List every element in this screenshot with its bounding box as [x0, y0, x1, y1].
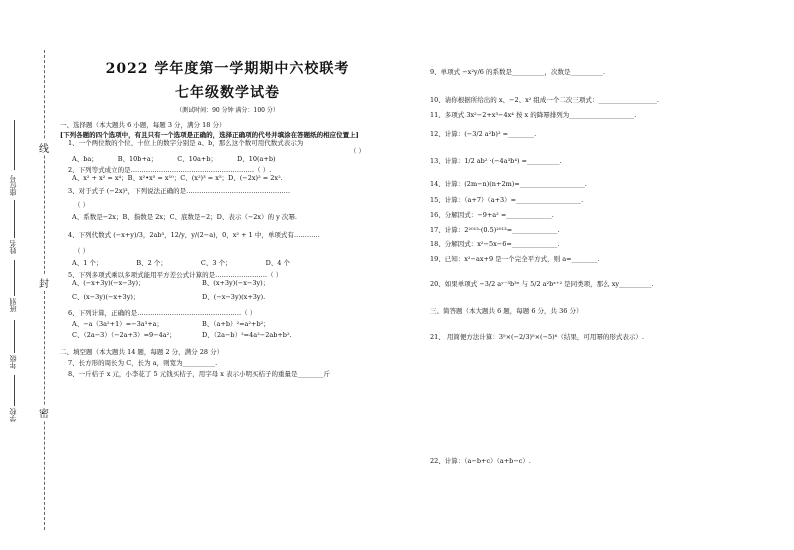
label-school: 学校: [9, 408, 17, 422]
question-1-answer-paren: （ ）: [349, 147, 365, 155]
option-d: D、4 个: [265, 259, 290, 267]
question-17: 17、计算：2²⁰¹³·(0.5)²⁰¹³=______________.: [430, 226, 560, 234]
label-seat-number: 座位号: [9, 175, 17, 196]
question-20: 20、如果单项式 −3/2 aʸ⁻³b³ˣ 与 5/2 a²bˣ⁺² 是同类项，那么 xy__________.: [430, 280, 654, 288]
left-column: [60, 58, 395, 378]
section-short-answer-heading: 三、简答题（本大题共 6 题，每题 6 分，共 36 分）: [430, 307, 583, 315]
binding-mark-feng: 封: [36, 275, 52, 290]
question-19: 19、已知：x²−ax+9 是一个完全平方式，则 a=________.: [430, 255, 600, 263]
question-6: 6、下列计算，正确的是…………………………………………（ ）: [68, 309, 257, 317]
option-c: C、(x−3y)(−x+3y)；: [72, 293, 140, 301]
question-4-answer-paren: （ ）: [74, 247, 90, 255]
question-15: 15、计算：（a+7）（a+3）=____________________.: [430, 196, 584, 204]
question-11: 11、多项式 3x²−2+x³−4x⁴ 按 x 的降幂排列为____________________.: [430, 111, 637, 119]
option-c: C、3 个；: [200, 259, 232, 267]
question-22: 22、计算：（a−b+c）（a+b−c）.: [430, 457, 531, 465]
option-d: D、（2a−b）²=4a²−2ab+b².: [202, 331, 292, 339]
section-choice-note: [下列各题的四个选项中，有且只有一个选项是正确的，选择正确项的代号并填涂在答题纸的相应位置上]: [60, 131, 359, 139]
question-21: 21、 用简便方法计算：3⁵×(−2/3)⁵×(−5)⁶（结果，可用幂的形式表示）.: [430, 333, 644, 341]
binding-mark-mi: 密: [36, 405, 52, 420]
question-4-options: [72, 259, 395, 267]
option-d: D、(−x−3y)(x+3y).: [202, 293, 266, 301]
name-line: [14, 200, 15, 238]
question-14: 14、计算：(2m−n)(n+2m)=____________________.: [430, 180, 587, 188]
question-2: 2、下列等式成立的是…………………………………………………（ ）.: [68, 166, 272, 174]
question-9: 9、单项式 −x²y/6 的系数是__________，次数是__________.: [430, 68, 606, 76]
label-name: 姓名: [9, 240, 17, 254]
class-line: [14, 260, 15, 296]
grade-line: [14, 320, 15, 353]
question-4: 4、下列代数式 (−x+y)/3，2ab³，12/y，y/(2−a)，0，x² + 1 中，单项式有…………: [68, 231, 320, 239]
school-line: [14, 375, 15, 406]
option-b: B、(x+3y)(−x−3y)；: [202, 279, 270, 287]
option-c: C、（2a−3）（−2a+3）=9−4a²；: [72, 331, 176, 339]
exam-meta: （测试时间：90 分钟 满分：100 分）: [176, 107, 279, 114]
question-3-options: A、系数是−2x；B、指数是 2x；C、底数是−2；D、表示（−2x）的 y 次幂.: [72, 213, 297, 221]
section-fill-heading: 二、填空题（本大题共 14 题，每题 2 分，满分 28 分）: [60, 348, 224, 356]
option-d: D、10(a+b): [237, 155, 276, 163]
question-2-options: A、x² + x² = x⁴；B、x²•x⁵ = x¹⁰；C、(x²)³ = x⁵；D、(−2x)² = 2x².: [72, 174, 283, 182]
question-3-answer-paren: （ ）: [74, 201, 90, 209]
exam-subtitle: 七年级数学试卷: [175, 85, 280, 101]
option-b: B、（a+b）²=a²+b²；: [202, 320, 270, 328]
option-a: A、ba；: [72, 155, 98, 163]
question-6-options: [72, 320, 395, 339]
section-choice-heading: 一、选择题（本大题共 6 小题，每题 3 分，满分 18 分）: [60, 121, 226, 129]
option-b: B、2 个；: [136, 259, 167, 267]
question-1-options: [72, 155, 395, 163]
question-3: 3、对于式子 (−2x)³，下列说法正确的是…………………………………………: [68, 187, 291, 195]
option-a: A、1 个；: [72, 259, 103, 267]
option-a: A、(−x+3y)(−x−3y)；: [72, 279, 145, 287]
option-c: C、10a+b；: [177, 155, 217, 163]
option-b: B、10b+a；: [117, 155, 158, 163]
label-grade: 年级: [9, 355, 17, 369]
binding-dashed-line: [44, 50, 45, 530]
option-a: A、−a（3a²+1）=−3a³+a；: [72, 320, 164, 328]
question-13: 13、计算：1/2 ab² ·(−4a³b⁴) =__________.: [430, 157, 562, 165]
label-class: 班别: [9, 298, 17, 312]
question-1: 1、一个两位数的个位、十位上的数字分别是 a、b，那么这个数可用代数式表示为: [68, 139, 304, 147]
exam-title: 2022 学年度第一学期期中六校联考: [105, 61, 350, 77]
binding-mark-xian: 线: [36, 140, 52, 155]
question-12: 12、计算：(−3/2 a²b)² =________.: [430, 130, 537, 138]
question-10: 10、请你根据所给出的 x、−2、x² 组成一个二次三项式：__________________.: [430, 96, 659, 104]
question-5-options: [72, 279, 395, 301]
question-7: 7、长方形的周长为 C，长为 a，则宽为__________.: [68, 359, 218, 367]
question-16: 16、分解因式：−9+a² =______________.: [430, 211, 554, 219]
question-8: 8、一斤桔子 x 元，小李花了 5 元钱买桔子，用字母 x 表示小明买桔子的重量是________斤: [68, 370, 330, 378]
seat-number-line: [14, 120, 15, 170]
question-5: 5、下列多项式乘以多项式能用平方差公式计算的是……………………（ ）: [68, 271, 283, 279]
question-18: 18、分解因式：x²−5x−6=______________.: [430, 240, 560, 248]
